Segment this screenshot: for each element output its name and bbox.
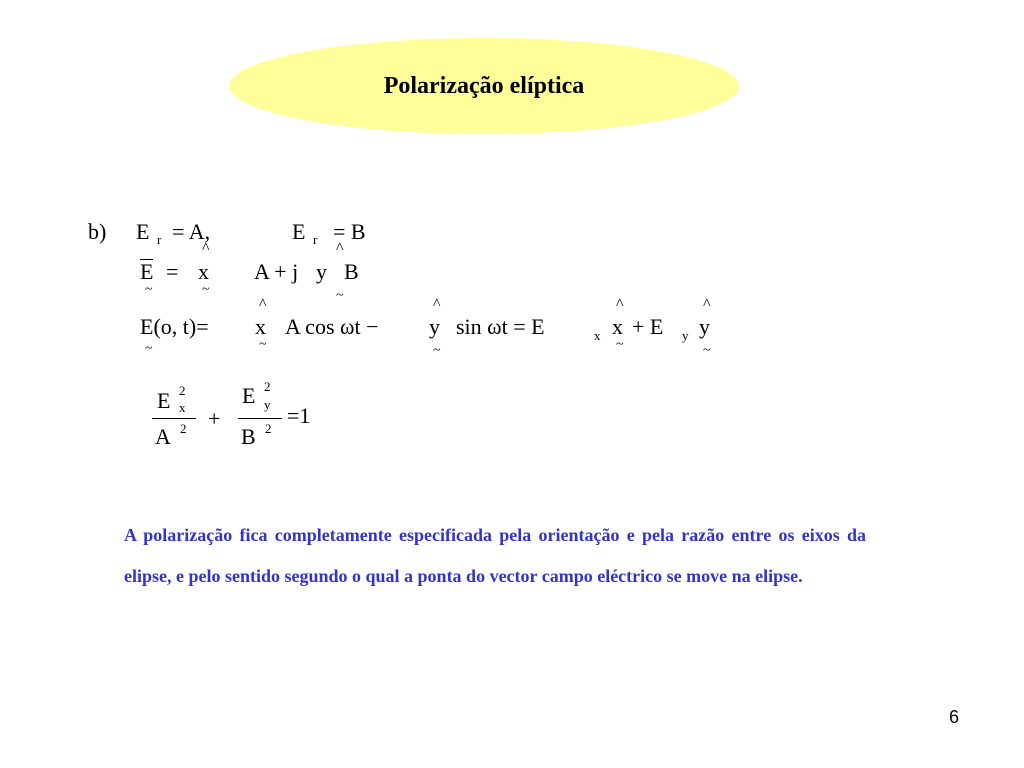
eq3-y: y xyxy=(429,314,440,339)
eq2-hat-x: ^ xyxy=(202,240,210,257)
eq4-num2-sub: y xyxy=(264,397,271,412)
eq2-B: B xyxy=(344,259,359,284)
eq4-num2-E: E xyxy=(242,383,256,408)
eq2-tilde-B: ~ xyxy=(336,288,344,303)
eq2-tilde-x: ~ xyxy=(202,282,210,297)
eq1-rhs2: = B xyxy=(333,219,366,244)
eq1-label: b) xyxy=(88,219,107,244)
eq4-den2-B: B xyxy=(241,424,256,449)
eq3-tilde-E: ~ xyxy=(145,341,153,356)
eq3-tilde-y: ~ xyxy=(433,343,441,358)
eq1-rhs1: = A, xyxy=(172,219,211,244)
eq4-num1-sub: x xyxy=(179,400,186,415)
eq4-plus: + xyxy=(208,406,221,431)
eq1-sub1: r xyxy=(157,232,162,247)
eq2-mid: A + j xyxy=(254,259,299,284)
eq1-E1: E xyxy=(136,219,150,244)
eq3-y2: y xyxy=(699,314,710,339)
eq4-num1-E: E xyxy=(157,388,171,413)
eq3-x: x xyxy=(255,314,266,339)
page-number: 6 xyxy=(949,707,960,727)
slide-title: Polarização elíptica xyxy=(383,72,585,99)
eq4-den2-sup: 2 xyxy=(265,421,272,436)
eq2-E: E xyxy=(140,259,154,284)
eq1-E2: E xyxy=(292,219,306,244)
eq2-tilde-E: ~ xyxy=(145,282,153,297)
eq3-sub-x: x xyxy=(594,328,601,343)
eq4-fraction-bar-2 xyxy=(238,418,282,419)
eq3-plus: + E xyxy=(632,314,664,339)
eq2-hat-y: ^ xyxy=(336,240,344,257)
eq3-sub-y: y xyxy=(682,328,689,343)
eq3-term1: A cos ωt − xyxy=(285,314,379,339)
eq3-lhs: E(o, t)= xyxy=(140,314,209,339)
eq2-y: y xyxy=(316,259,327,284)
eq3-tilde-x2: ~ xyxy=(616,337,624,352)
eq3-x2: x xyxy=(612,314,623,339)
eq3-hat-x2: ^ xyxy=(616,296,624,313)
eq3-hat-y: ^ xyxy=(433,296,441,313)
title-banner xyxy=(229,38,739,134)
eq4-rhs: =1 xyxy=(287,403,311,428)
eq4-den1-A: A xyxy=(155,424,171,449)
eq4-num1-sup: 2 xyxy=(179,383,186,398)
eq4-den1-sup: 2 xyxy=(180,421,187,436)
eq1-sub2: r xyxy=(313,232,318,247)
eq3-tilde-y2: ~ xyxy=(703,343,711,358)
eq2-eq: = xyxy=(166,259,179,284)
description-paragraph: A polarização fica completamente especificada pela orientação e pela razão entre os eixos da elipse, e pelo sentido segundo o qual a ponta do vector campo eléctrico se move na elipse. xyxy=(124,525,866,586)
eq3-hat-y2: ^ xyxy=(703,296,711,313)
eq2-x: x xyxy=(198,259,209,284)
eq4-num2-sup: 2 xyxy=(264,379,271,394)
eq3-hat-x: ^ xyxy=(259,296,267,313)
eq4-fraction-bar-1 xyxy=(152,418,196,419)
eq3-term2: sin ωt = E xyxy=(456,314,545,339)
eq3-tilde-x: ~ xyxy=(259,337,267,352)
